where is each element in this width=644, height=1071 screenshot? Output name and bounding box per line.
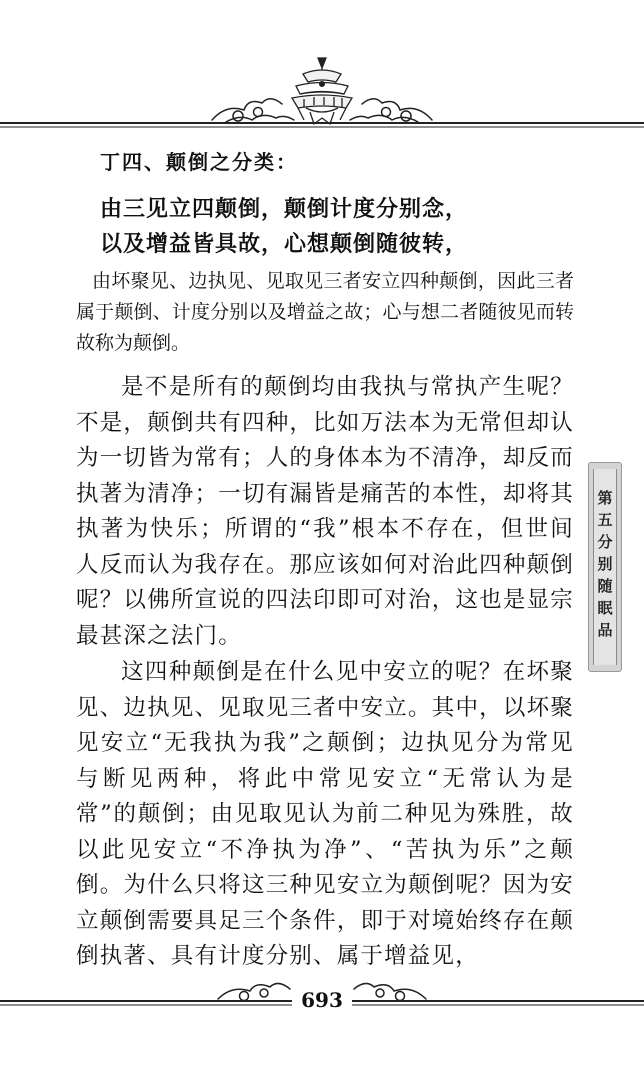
body-paragraph: 是不是所有的颠倒均由我执与常执产生呢？不是，颠倒共有四种，比如万法本为无常但却认为一切皆为常有；人的身体本为不清净，却反而执著为清净；一切有漏皆是痛苦的本性，却将其执著为快乐；所谓的“我”根本不存在，但世间人反而认为我存在。那应该如何对治此四种颠倒呢？以佛所宣说的四法印即可对治，这也是显宗最甚深之法门。 <box>76 374 574 649</box>
chapter-side-tab <box>588 462 622 672</box>
chapter-title: 第五分别随眠品 <box>595 490 614 644</box>
body-paragraph: 这四种颠倒是在什么见中安立的呢？在坏聚见、边执见、见取见三者中安立。其中，以坏聚见安立“无我执为我”之颠倒；边执见分为常见与断见两种，将此中常见安立“无常认为是常”的颠倒；由见取见认为前二种见为殊胜，故以此见安立“不净执为净”、“苦执为乐”之颠倒。为什么只将这三种见安立为颠倒呢？因为安立颠倒需要具足三个条件，即于对境始终存在颠倒执著、具有计度分别、属于增益见， <box>76 659 574 969</box>
verse-line: 以及增益皆具故，心想颠倒随彼转， <box>100 232 469 257</box>
commentary-paragraph: 由坏聚见、边执见、见取见三者安立四种颠倒，因此三者属于颠倒、计度分别以及增益之故；心与想二者随彼见而转故称为颠倒。 <box>76 270 574 354</box>
cloud-scroll-right-icon <box>350 99 432 122</box>
section-heading: 丁四、颠倒之分类： <box>100 150 298 174</box>
verse-line: 由三见立四颠倒，颠倒计度分别念， <box>100 197 469 222</box>
header-ornament <box>0 0 644 140</box>
cloud-scroll-left-icon <box>212 99 294 122</box>
victory-banner-icon <box>292 58 352 124</box>
page-number: 693 <box>301 988 343 1012</box>
chapter-side-tab-inner <box>593 469 617 665</box>
